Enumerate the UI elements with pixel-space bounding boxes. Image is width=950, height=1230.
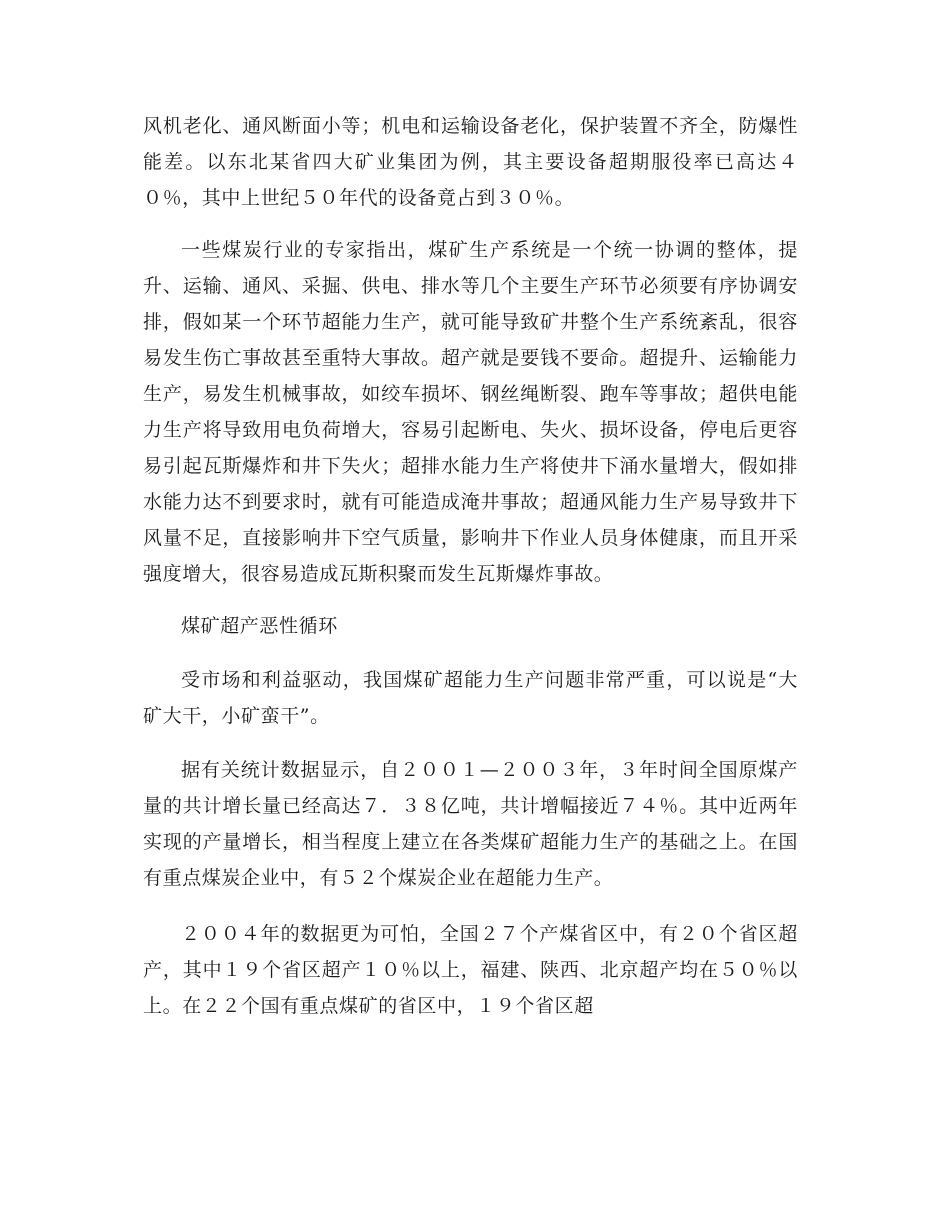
paragraph-equipment-aging: 风机老化、通风断面小等；机电和运输设备老化，保护装置不齐全，防爆性能差。以东北某省四大矿业集团为例，其主要设备超期服役率已高达４０％，其中上世纪５０年代的设备竟占到３０％。 — [143, 115, 798, 209]
paragraph-expert-opinion: 一些煤炭行业的专家指出，煤矿生产系统是一个统一协调的整体，提升、运输、通风、采掘、供电、排水等几个主要生产环节必须要有序协调安排，假如某一个环节超能力生产，就可能导致矿井整个生产系统紊乱，很容易发生伤亡事故甚至重特大事故。超产就是要钱不要命。超提升、运输能力生产，易发生机械事故，如绞车损坏、钢丝绳断裂、跑车等事故；超供电能力生产将导致用电负荷增大，容易引起断电、失火、损坏设备，停电后更容易引起瓦斯爆炸和井下失火；超排水能力生产将使井下涌水量增大，假如排水能力达不到要求时，就有可能造成淹井事故；超通风能力生产易导致井下风量不足，直接影响井下空气质量，影响井下作业人员身体健康，而且开采强度增大，很容易造成瓦斯积聚而发生瓦斯爆炸事故。 — [143, 239, 798, 585]
paragraph-market-driven: 受市场和利益驱动，我国煤矿超能力生产问题非常严重，可以说是“大矿大干，小矿蛮干”。 — [143, 669, 798, 727]
paragraph-statistics-2004: ２００４年的数据更为可怕，全国２７个产煤省区中，有２０个省区超产，其中１９个省区超产１０％以上，福建、陕西、北京超产均在５０％以上。在２２个国有重点煤矿的省区中，１９个省区超 — [143, 923, 798, 1017]
paragraph-statistics-2001-2003: 据有关统计数据显示，自２００１—２００３年，３年时间全国原煤产量的共计增长量已经高达７．３８亿吨，共计增幅接近７４％。其中近两年实现的产量增长，相当程度上建立在各类煤矿超能力生产的基础之上。在国有重点煤炭企业中，有５２个煤炭企业在超能力生产。 — [143, 759, 798, 889]
document-body — [143, 108, 798, 1024]
section-heading: 煤矿超产恶性循环 — [181, 615, 338, 637]
